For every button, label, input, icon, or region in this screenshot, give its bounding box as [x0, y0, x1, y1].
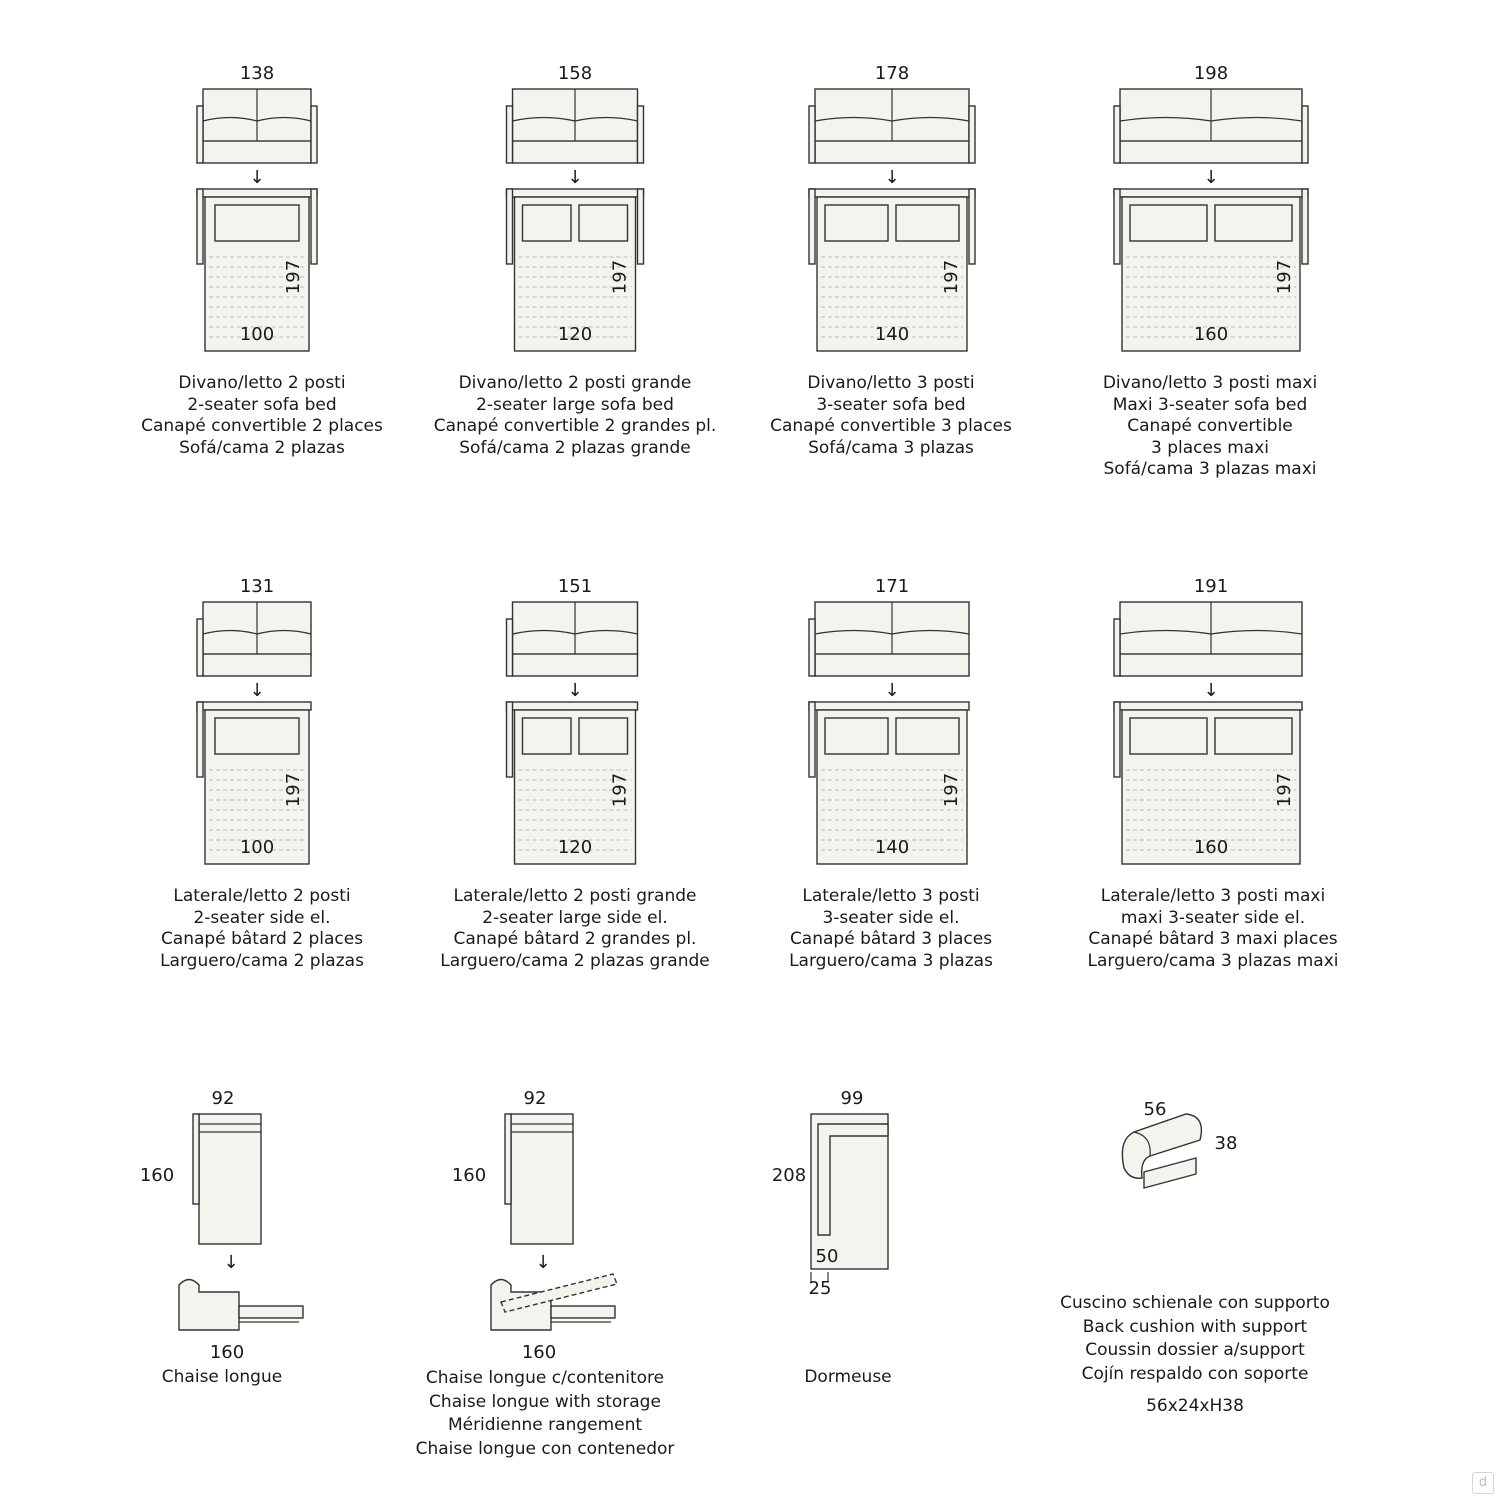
width-dimension: 158: [557, 63, 593, 84]
chaise-seat-top: [199, 1114, 261, 1244]
length-dimension: 197: [941, 772, 962, 808]
left-armrest: [1114, 106, 1120, 163]
bed-frame: [1114, 189, 1308, 197]
bed-right-arm: [638, 189, 644, 264]
seat-dimension: 50: [815, 1246, 839, 1267]
pillow: [896, 718, 959, 754]
left-armrest: [507, 619, 513, 676]
cushion-support: [1144, 1158, 1196, 1188]
bed-frame: [809, 702, 969, 710]
left-armrest: [1114, 619, 1120, 676]
label-sofa-bed-3-seater: Divano/letto 3 posti 3-seater sofa bed Canapé convertible 3 places Sofá/cama 3 plazas: [770, 373, 1012, 458]
chaise-storage-drawing: [452, 1088, 617, 1363]
bed-frame: [1114, 702, 1302, 710]
pillow: [523, 718, 572, 754]
sofa-seat: [513, 141, 638, 163]
length-dimension: 197: [1274, 772, 1295, 808]
bed-frame: [507, 189, 644, 197]
bed-frame: [197, 702, 311, 710]
label-sofa-bed-2-seater: Divano/letto 2 posti 2-seater sofa bed Canapé convertible 2 places Sofá/cama 2 plazas: [141, 373, 383, 458]
bed-left-arm: [197, 189, 203, 264]
down-arrow-icon: ↓: [1203, 680, 1219, 701]
length-dimension: 197: [941, 259, 962, 295]
chaise-side-profile: [179, 1280, 239, 1331]
label-side-el-3-seater: Laterale/letto 3 posti 3-seater side el. Canapé bâtard 3 places Larguero/cama 3 plazas: [789, 886, 993, 971]
pillow: [1215, 205, 1292, 241]
depth-dimension: 160: [451, 1165, 487, 1186]
label-side-el-2-seater-large: Laterale/letto 2 posti grande 2-seater large side el. Canapé bâtard 2 grandes pl. Larguero/cama 2 plazas grande: [440, 886, 710, 971]
width-dimension: 178: [874, 63, 910, 84]
label-chaise-longue: Chaise longue: [161, 1367, 283, 1387]
down-arrow-icon: ↓: [249, 680, 265, 701]
length-dimension: 197: [609, 772, 631, 808]
back-cushion-drawing: [1122, 1099, 1237, 1188]
right-armrest: [311, 106, 317, 163]
width-dimension: 92: [523, 1088, 547, 1109]
mattress-width-dimension: 100: [239, 837, 275, 858]
left-armrest: [197, 106, 203, 163]
pillow: [1130, 718, 1207, 754]
chaise-longue-drawing: [140, 1088, 303, 1363]
mattress-width-dimension: 120: [557, 837, 593, 858]
right-armrest: [1302, 106, 1308, 163]
bed-left-arm: [1114, 189, 1120, 264]
mattress-width-dimension: 160: [1193, 324, 1229, 345]
bed-unit: [507, 63, 644, 351]
height-dimension: 38: [1214, 1133, 1238, 1154]
dormeuse-drawing: [772, 1088, 888, 1299]
mattress-width-dimension: 140: [874, 324, 910, 345]
width-dimension: 138: [239, 63, 275, 84]
width-dimension: 191: [1193, 576, 1229, 597]
sofa-seat: [1120, 141, 1302, 163]
bed-unit: [197, 63, 317, 351]
down-arrow-icon: ↓: [884, 167, 900, 188]
bed-unit: [1114, 576, 1302, 864]
width-dimension: 56: [1143, 1099, 1167, 1120]
bed-left-arm: [197, 702, 203, 777]
bed-unit: [1114, 63, 1308, 351]
pillow: [215, 718, 299, 754]
left-armrest: [507, 106, 513, 163]
sofa-seat: [513, 654, 638, 676]
bed-frame: [197, 189, 317, 197]
mattress-width-dimension: 140: [874, 837, 910, 858]
pillow: [579, 718, 628, 754]
right-armrest: [638, 106, 644, 163]
label-back-cushion: Cuscino schienale con supporto Back cushion with support Coussin dossier a/support Cojín respaldo con soporte 56x24xH38: [1060, 1293, 1330, 1416]
chaise-armrest: [193, 1114, 199, 1204]
sofa-seat: [203, 654, 311, 676]
pillow: [896, 205, 959, 241]
down-arrow-icon: ↓: [567, 680, 583, 701]
bed-unit: [507, 576, 638, 864]
pillow: [215, 205, 299, 241]
pillow: [1130, 205, 1207, 241]
bed-frame: [809, 189, 975, 197]
label-side-el-3-seater-maxi: Laterale/letto 3 posti maxi maxi 3-seater side el. Canapé bâtard 3 maxi places Larguero/cama 3 plazas maxi: [1087, 886, 1339, 971]
bed-left-arm: [809, 702, 815, 777]
bed-left-arm: [507, 702, 513, 777]
width-dimension: 99: [840, 1088, 864, 1109]
pillow: [825, 718, 888, 754]
label-sofa-bed-3-seater-maxi: Divano/letto 3 posti maxi Maxi 3-seater sofa bed Canapé convertible 3 places maxi Sofá/cama 3 plazas maxi: [1102, 373, 1318, 479]
label-dormeuse: Dormeuse: [804, 1367, 892, 1387]
depth-dimension: 160: [139, 1165, 175, 1186]
arm-dimension: 25: [808, 1278, 832, 1299]
left-armrest: [809, 106, 815, 163]
open-length-dimension: 160: [209, 1342, 245, 1363]
down-arrow-icon: ↓: [223, 1252, 239, 1273]
width-dimension: 151: [557, 576, 593, 597]
right-armrest: [969, 106, 975, 163]
sofa-seat: [203, 141, 311, 163]
width-dimension: 198: [1193, 63, 1229, 84]
down-arrow-icon: ↓: [884, 680, 900, 701]
bed-left-arm: [507, 189, 513, 264]
pillow: [1215, 718, 1292, 754]
mattress-width-dimension: 120: [557, 324, 593, 345]
down-arrow-icon: ↓: [567, 167, 583, 188]
bed-unit: [197, 576, 311, 864]
down-arrow-icon: ↓: [1203, 167, 1219, 188]
sofa-seat: [815, 141, 969, 163]
open-length-dimension: 160: [521, 1342, 557, 1363]
label-side-el-2-seater: Laterale/letto 2 posti 2-seater side el. Canapé bâtard 2 places Larguero/cama 2 plazas: [160, 886, 364, 971]
mattress-width-dimension: 100: [239, 324, 275, 345]
left-armrest: [197, 619, 203, 676]
bed-left-arm: [809, 189, 815, 264]
length-dimension: 197: [609, 259, 631, 295]
bed-unit: [809, 576, 969, 864]
sofa-seat: [815, 654, 969, 676]
bed-frame: [507, 702, 638, 710]
sofa-seat: [1120, 654, 1302, 676]
depth-dimension: 208: [771, 1165, 807, 1186]
chaise-extension: [239, 1306, 303, 1318]
mattress-width-dimension: 160: [1193, 837, 1229, 858]
width-dimension: 92: [211, 1088, 235, 1109]
bed-left-arm: [1114, 702, 1120, 777]
pillow: [579, 205, 628, 241]
pillow: [523, 205, 572, 241]
chaise-seat-top: [511, 1114, 573, 1244]
down-arrow-icon: ↓: [535, 1252, 551, 1273]
left-armrest: [809, 619, 815, 676]
label-sofa-bed-2-seater-large: Divano/letto 2 posti grande 2-seater large sofa bed Canapé convertible 2 grandes pl. Sofá/cama 2 plazas grande: [433, 373, 717, 458]
pillow: [825, 205, 888, 241]
corner-logo-icon: d: [1472, 1472, 1494, 1494]
length-dimension: 197: [283, 772, 304, 808]
chaise-extension: [551, 1306, 615, 1318]
bed-unit: [809, 63, 975, 351]
bed-right-arm: [969, 189, 975, 264]
width-dimension: 131: [239, 576, 275, 597]
width-dimension: 171: [874, 576, 910, 597]
chaise-armrest: [505, 1114, 511, 1204]
length-dimension: 197: [1274, 259, 1295, 295]
label-chaise-storage: Chaise longue c/contenitore Chaise longue with storage Méridienne rangement Chaise longue con contenedor: [415, 1368, 675, 1459]
down-arrow-icon: ↓: [249, 167, 265, 188]
length-dimension: 197: [283, 259, 304, 295]
bed-right-arm: [1302, 189, 1308, 264]
bed-right-arm: [311, 189, 317, 264]
